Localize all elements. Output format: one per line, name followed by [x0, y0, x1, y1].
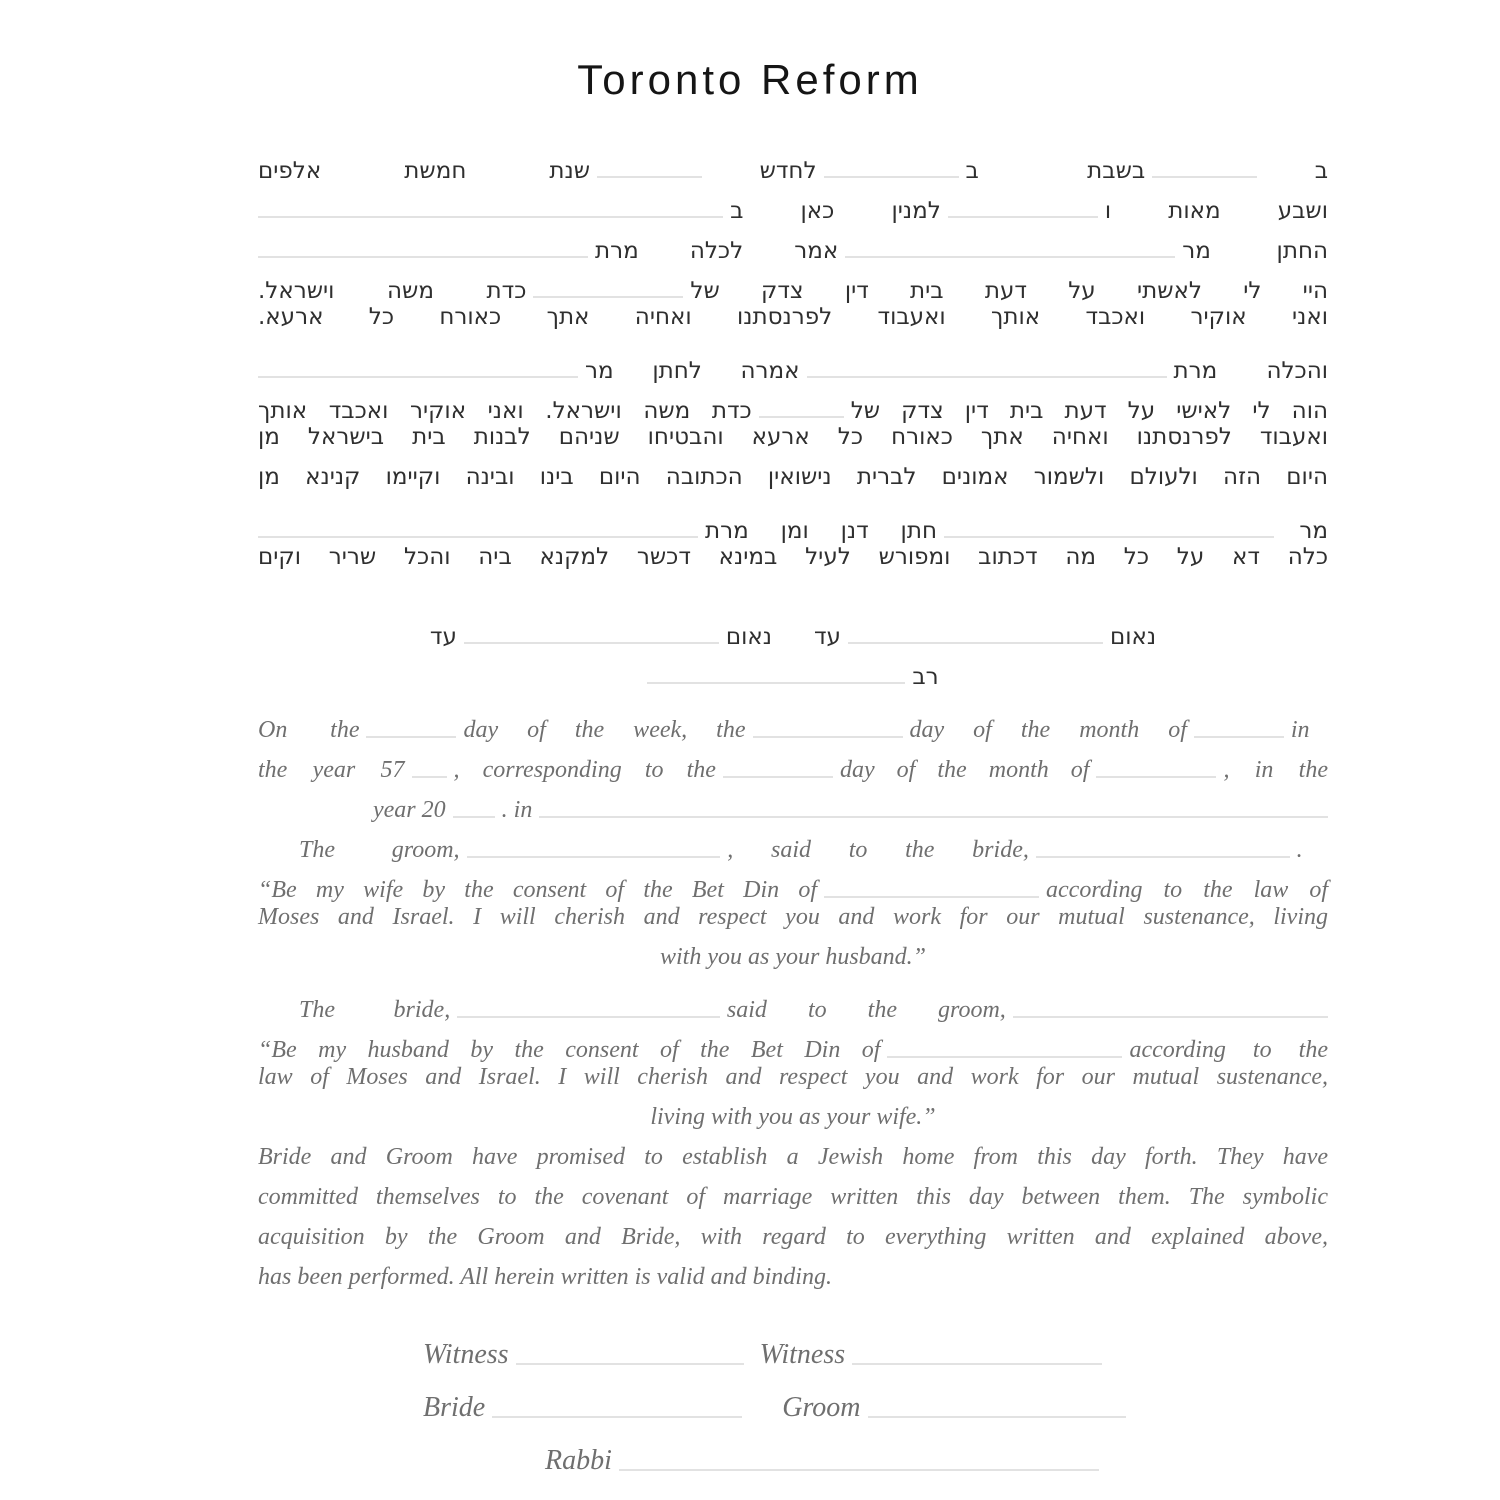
- fill-in-blank: [539, 816, 1328, 818]
- hebrew-line: [258, 464, 1328, 504]
- line-text: היום הזה ולעולם ולשמור אמונים לברית נישואין הכתובה היום בינו ובינה וקיימו קנינא מן: [258, 464, 1328, 490]
- fill-in-blank: [1013, 1016, 1328, 1018]
- line-text: ב: [1314, 158, 1328, 184]
- line-text: ואעבוד לפרנסתנו ואחיה אתך כאורח כל ארעא והבטיחו שניהם לבנות בית בישראל מן: [258, 424, 1328, 450]
- document-title: Toronto Reform: [577, 56, 923, 103]
- hebrew-line: [258, 344, 1328, 384]
- line-text: living with you as your wife.”: [650, 1104, 936, 1130]
- line-text: Bride: [423, 1392, 486, 1423]
- fill-in-blank: [723, 776, 833, 778]
- line-text: כדת משה וישראל.: [258, 278, 527, 304]
- line-text: Moses and Israel. I will cherish and respect you and work for our mutual sustenance, living: [258, 904, 1328, 930]
- hebrew-witness-attestation: [258, 610, 1328, 690]
- line-text: שנת חמשת אלפים: [257, 158, 591, 184]
- line-text: has been performed. All herein written is valid and binding.: [258, 1264, 832, 1290]
- fill-in-blank: [457, 1016, 720, 1018]
- line-text: כלה דא על כל מה דכתוב ומפורש לעיל במינא דכשר למקנא ביה והכל שריר וקים: [258, 544, 1328, 570]
- english-line: [258, 704, 1328, 744]
- signature-block: [258, 1318, 1328, 1477]
- fill-in-blank: [453, 816, 495, 818]
- line-text: Rabbi: [545, 1445, 612, 1476]
- hebrew-line: [258, 224, 1328, 264]
- english-line: [258, 1024, 1328, 1064]
- fill-in-blank: [492, 1416, 742, 1418]
- line-text: Bride and Groom have promised to establish a Jewish home from this day forth. They have: [258, 1144, 1328, 1170]
- line-text: ושבע מאות ו: [1104, 198, 1328, 224]
- fill-in-blank: [1096, 776, 1216, 778]
- line-text: אמר לכלה מרת: [595, 238, 839, 264]
- line-text: , said to the bride,: [727, 837, 1029, 863]
- line-text: Groom: [782, 1392, 861, 1423]
- line-text: רב: [912, 664, 939, 690]
- line-text: נאום: [725, 624, 772, 650]
- english-line: [258, 824, 1328, 864]
- hebrew-line: [258, 264, 1328, 304]
- signature-line: [258, 1318, 1328, 1371]
- line-text: לחדש: [759, 158, 817, 184]
- english-line: [258, 744, 1328, 784]
- fill-in-blank: [845, 256, 1175, 258]
- line-text: החתן מר: [1182, 238, 1328, 264]
- fill-in-blank: [597, 176, 702, 178]
- fill-in-blank: [868, 1416, 1126, 1418]
- hebrew-line: [258, 650, 1328, 690]
- fill-in-blank: [1152, 176, 1257, 178]
- fill-in-blank: [807, 376, 1167, 378]
- fill-in-blank: [759, 416, 844, 418]
- line-text: “Be my wife by the consent of the Bet Din of: [258, 877, 818, 903]
- line-text: said to the groom,: [726, 997, 1006, 1023]
- line-text: ואני אוקיר ואכבד אותך ואעבוד לפרנסתנו ואחיה אתך כאורח כל ארעא.: [258, 304, 1328, 330]
- line-text: according to the: [1129, 1037, 1328, 1063]
- line-text: למנין כאן ב: [730, 198, 941, 224]
- hebrew-lines: [258, 144, 1328, 584]
- line-text: The bride,: [299, 997, 451, 1023]
- line-text: law of Moses and Israel. I will cherish and respect you and work for our mutual sustenance,: [258, 1064, 1328, 1090]
- line-text: , in the: [1223, 757, 1328, 783]
- fill-in-blank: [258, 216, 723, 218]
- line-text: עד: [429, 624, 457, 650]
- line-text: Witness: [423, 1339, 509, 1370]
- fill-in-blank: [753, 736, 903, 738]
- line-text: The groom,: [299, 837, 460, 863]
- fill-in-blank: [647, 682, 905, 684]
- line-text: according to the law of: [1046, 877, 1328, 903]
- fill-in-blank: [619, 1469, 1099, 1471]
- hebrew-line: [258, 144, 1328, 184]
- line-text: והכלה מרת: [1173, 358, 1328, 384]
- hebrew-line: [258, 304, 1328, 344]
- line-text: אמרה לחתן מר: [585, 358, 800, 384]
- fill-in-blank: [258, 536, 698, 538]
- line-text: עד: [814, 624, 841, 650]
- hebrew-line: [258, 384, 1328, 424]
- document-content: [258, 144, 1328, 1477]
- english-line: [258, 784, 1328, 824]
- line-text: the year 57: [258, 757, 405, 783]
- english-line: [258, 1104, 1328, 1144]
- line-text: כדת משה וישראל. ואני אוקיר ואכבד אותך: [258, 398, 752, 424]
- english-line: [258, 904, 1328, 944]
- line-text: . in: [501, 797, 533, 823]
- fill-in-blank: [366, 736, 456, 738]
- line-text: חתן דנן ומן מרת: [705, 518, 937, 544]
- english-line: [258, 864, 1328, 904]
- english-line: [258, 944, 1328, 984]
- hebrew-line: [258, 504, 1328, 544]
- line-text: in: [1290, 717, 1310, 743]
- hebrew-text-block: [258, 144, 1328, 690]
- line-text: , corresponding to the: [453, 757, 716, 783]
- hebrew-line: [258, 610, 1328, 650]
- english-line: [258, 1064, 1328, 1104]
- fill-in-blank: [258, 376, 578, 378]
- fill-in-blank: [1194, 736, 1284, 738]
- line-text: committed themselves to the covenant of marriage written this day between them. The symbolic: [258, 1184, 1328, 1210]
- english-line: [258, 1264, 1328, 1304]
- line-text: day of the week, the: [463, 717, 746, 743]
- english-line: [258, 1224, 1328, 1264]
- fill-in-blank: [258, 256, 588, 258]
- fill-in-blank: [824, 896, 1039, 898]
- hebrew-line: [258, 544, 1328, 584]
- hebrew-line: [258, 184, 1328, 224]
- line-text: acquisition by the Groom and Bride, with regard to everything written and explained above,: [258, 1224, 1328, 1250]
- fill-in-blank: [944, 536, 1274, 538]
- fill-in-blank: [852, 1363, 1102, 1365]
- fill-in-blank: [1036, 856, 1290, 858]
- line-text: היי לי לאשתי על דעת בית דין צדק של: [690, 278, 1328, 304]
- line-text: Witness: [759, 1339, 846, 1370]
- english-line: [258, 1184, 1328, 1224]
- signature-line: [258, 1424, 1328, 1477]
- line-text: בשבת ב: [965, 158, 1146, 184]
- fill-in-blank: [887, 1056, 1122, 1058]
- fill-in-blank: [464, 642, 719, 644]
- line-text: הוה לי לאישי על דעת בית דין צדק של: [850, 398, 1328, 424]
- line-text: year 20: [373, 797, 446, 823]
- english-text-block: [258, 704, 1328, 1304]
- line-text: נאום: [1109, 624, 1157, 650]
- line-text: with you as your husband.”: [659, 944, 926, 970]
- fill-in-blank: [516, 1363, 744, 1365]
- line-text: On the: [258, 717, 360, 743]
- fill-in-blank: [467, 856, 721, 858]
- hebrew-line: [258, 424, 1328, 464]
- line-text: day of the month of: [839, 757, 1090, 783]
- fill-in-blank: [412, 776, 447, 778]
- english-line: [258, 1144, 1328, 1184]
- fill-in-blank: [533, 296, 683, 298]
- fill-in-blank: [848, 642, 1103, 644]
- line-text: .: [1296, 837, 1303, 863]
- line-text: “Be my husband by the consent of the Bet Din of: [258, 1037, 881, 1063]
- english-line: [258, 984, 1328, 1024]
- line-text: day of the month of: [909, 717, 1187, 743]
- fill-in-blank: [824, 176, 959, 178]
- fill-in-blank: [948, 216, 1098, 218]
- signature-line: [258, 1371, 1328, 1424]
- line-text: מר: [1299, 518, 1328, 544]
